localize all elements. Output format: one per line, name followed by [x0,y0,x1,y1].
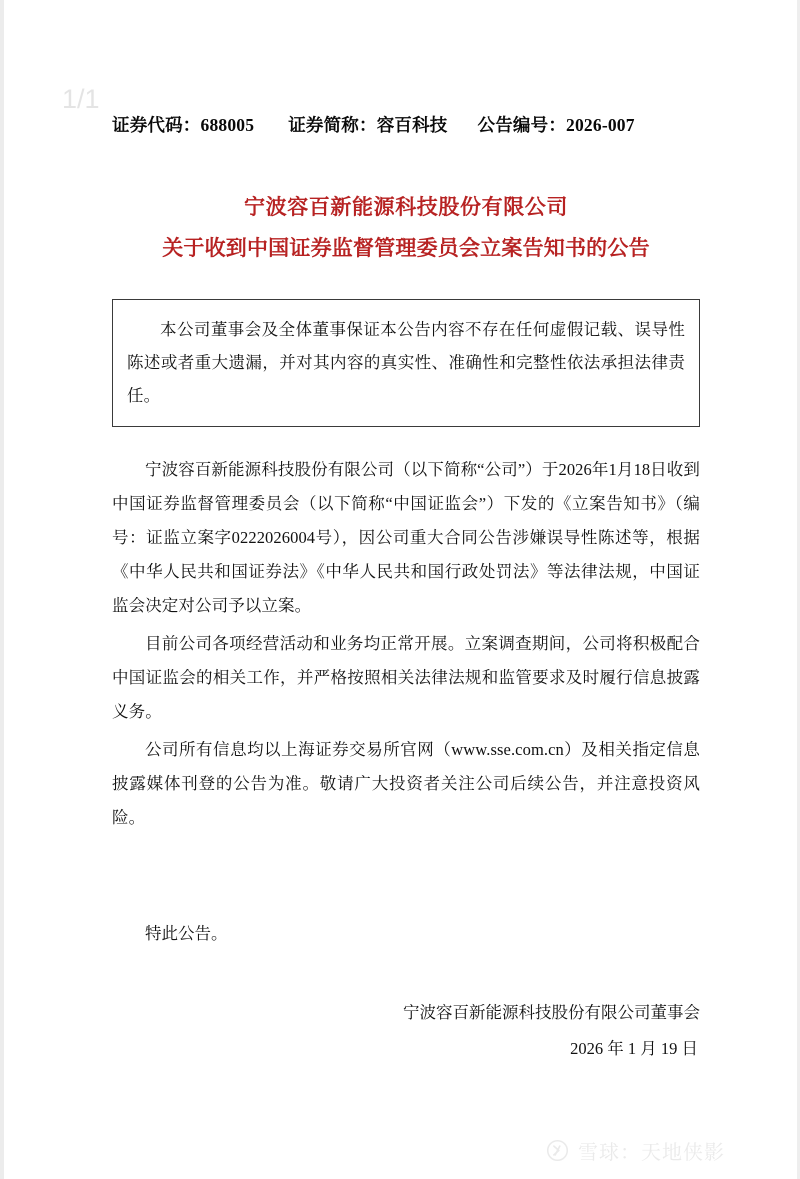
document-title [112,187,700,269]
title-subject: 关于收到中国证券监督管理委员会立案告知书的公告 [162,236,650,260]
body-paragraph-3: 公司所有信息均以上海证券交易所官网（www.sse.com.cn）及相关指定信息披露媒体刊登的公告为准。敬请广大投资者关注公司后续公告，并注意投资风险。 [112,740,700,827]
document-body [112,453,700,835]
notice-number-label: 公告编号： [477,115,567,135]
site-watermark [546,1136,725,1165]
signer-name: 宁波容百新能源科技股份有限公司董事会 [403,1003,700,1022]
watermark-text: 雪球：天地侠影 [578,1142,725,1164]
security-code-value: 688005 [200,115,255,135]
security-code-label: 证券代码： [112,115,201,135]
body-paragraph-2: 目前公司各项经营活动和业务均正常开展。立案调查期间，公司将积极配合中国证监会的相关工作，并严格按照相关法律法规和监管要求及时履行信息披露义务。 [112,634,700,721]
xueqiu-logo-icon [546,1139,569,1162]
security-abbr-value: 容百科技 [376,115,448,135]
security-abbr-label: 证券简称： [288,115,377,135]
notice-number-value: 2026-007 [566,115,635,135]
title-company-name: 宁波容百新能源科技股份有限公司 [244,195,568,219]
document-header-line [112,112,700,137]
disclaimer-text: 本公司董事会及全体董事保证本公告内容不存在任何虚假记载、误导性陈述或者重大遗漏，并对其内容的真实性、准确性和完整性依法承担法律责任。 [127,320,685,405]
signature-block [112,995,700,1067]
signature-date: 2026 年 1 月 19 日 [570,1039,698,1058]
page-indicator: 1/1 [62,84,100,114]
closing-statement: 特此公告。 [145,924,228,943]
document-content [112,112,700,1067]
body-paragraph-1: 宁波容百新能源科技股份有限公司（以下简称“公司”）于2026年1月18日收到中国证券监督管理委员会（以下简称“中国证监会”）下发的《立案告知书》（编号：证监立案字0222026004号），因公司重大合同公告涉嫌误导性陈述等，根据《中华人民共和国证券法》《中华人民共和国行政处罚法》等法律法规，中国证监会决定对公司予以立案。 [112,460,700,615]
disclaimer-box [112,299,700,427]
